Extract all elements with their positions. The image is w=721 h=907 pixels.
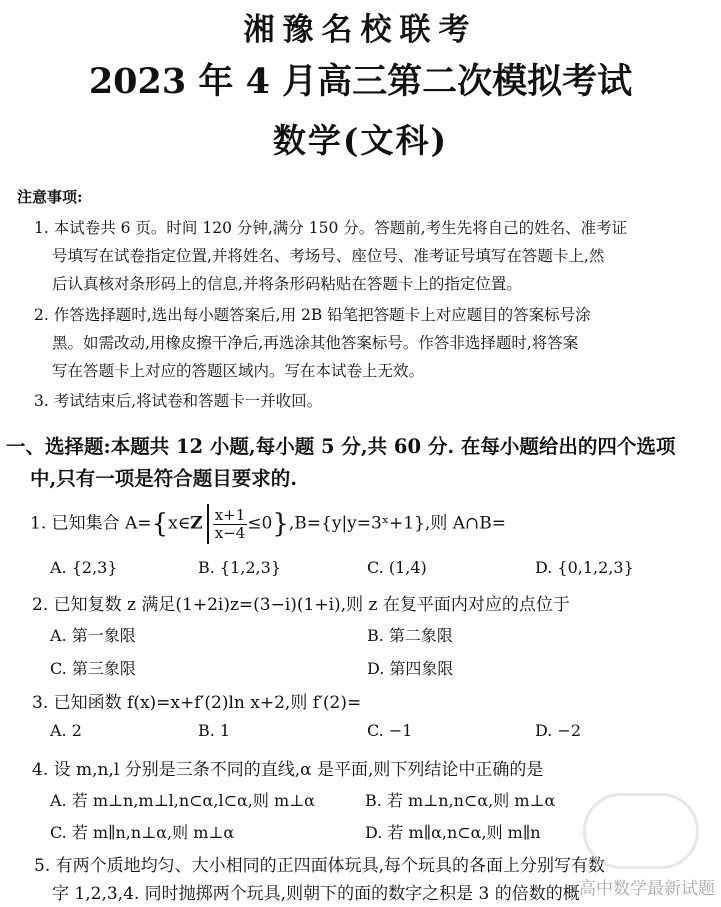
section-heading: 中,只有一项是符合题目要求的. [30,467,298,490]
question-2-stem: 2. 已知复数 z 满足(1+2i)z=(3−i)(1+i),则 z 在复平面内对应的点位于 [32,595,570,615]
option-b: B. 1 [198,721,231,740]
notice-line: 3. 考试结束后,将试卷和答题卡一并收回。 [34,392,323,410]
option-b: B. 若 m⊥n,n⊂α,则 m⊥α [365,791,556,810]
subject-title: 数学(文科) [272,121,449,160]
option-a: A. 2 [50,721,82,740]
option-b: B. 第二象限 [367,626,453,645]
option-d: D. 第四象限 [367,659,454,678]
watermark-logo-icon [583,793,699,869]
notice-line: 黑。如需改动,用橡皮擦干净后,再选涂其他答案标号。作答非选择题时,将答案 [52,334,579,352]
option-c: C. 若 m∥n,n⊥α,则 m⊥α [50,823,235,842]
watermark-text: 高中数学最新试题 [579,879,715,899]
notice-line: 号填写在试卷指定位置,并将姓名、考场号、座位号、准考证号填写在答题卡上,然 [52,247,605,265]
notice-line: 写在答题卡上对应的答题区域内。写在本试卷上无效。 [52,362,425,380]
fraction: $\frac{x+1}{x-4}$ [214,505,246,542]
option-a: A. 第一象限 [50,626,136,645]
option-d: D. −2 [535,721,582,740]
notice-heading: 注意事项: [17,188,83,206]
exam-organizer-title: 湘豫名校联考 [243,12,478,48]
option-c: C. 第三象限 [50,659,136,678]
exam-name-title: 2023 年 4 月高三第二次模拟考试 [88,61,633,102]
question-5-stem: 字 1,2,3,4. 同时抛掷两个玩具,则朝下的面的数字之积是 3 的倍数的概 [52,884,580,904]
section-heading: 一、选择题:本题共 12 小题,每小题 5 分,共 60 分. 在每小题给出的四个选项 [6,435,676,458]
question-4-stem: 4. 设 m,n,l 分别是三条不同的直线,α 是平面,则下列结论中正确的是 [32,760,544,780]
option-c: C. (1,4) [367,558,427,577]
question-3-stem: 3. 已知函数 f(x)=x+f′(2)ln x+2,则 f′(2)= [32,693,362,713]
option-d: D. {0,1,2,3} [535,558,634,577]
option-d: D. 若 m∥α,n⊂α,则 m∥n [365,823,541,842]
notice-line: 后认真核对条形码上的信息,并将条形码粘贴在答题卡上的指定位置。 [52,275,522,293]
option-a: A. 若 m⊥n,m⊥l,n⊂α,l⊂α,则 m⊥α [50,791,315,810]
question-1-stem: 1. 已知集合 A={x∈Z $\frac{x+1}{x-4}$ ≤0},B={y|y=3ˣ+1},则 A∩B= [30,504,506,544]
notice-line: 2. 作答选择题时,选出每小题答案后,用 2B 铅笔把答题卡上对应题目的答案标号涂 [34,306,591,324]
option-b: B. {1,2,3} [198,558,281,577]
notice-line: 1. 本试卷共 6 页。时间 120 分钟,满分 150 分。答题前,考生先将自己的姓名、准考证 [34,219,628,237]
option-c: C. −1 [367,721,413,740]
option-a: A. {2,3} [50,558,118,577]
question-5-stem: 5. 有两个质地均匀、大小相同的正四面体玩具,每个玩具的各面上分别写有数 [34,856,606,876]
